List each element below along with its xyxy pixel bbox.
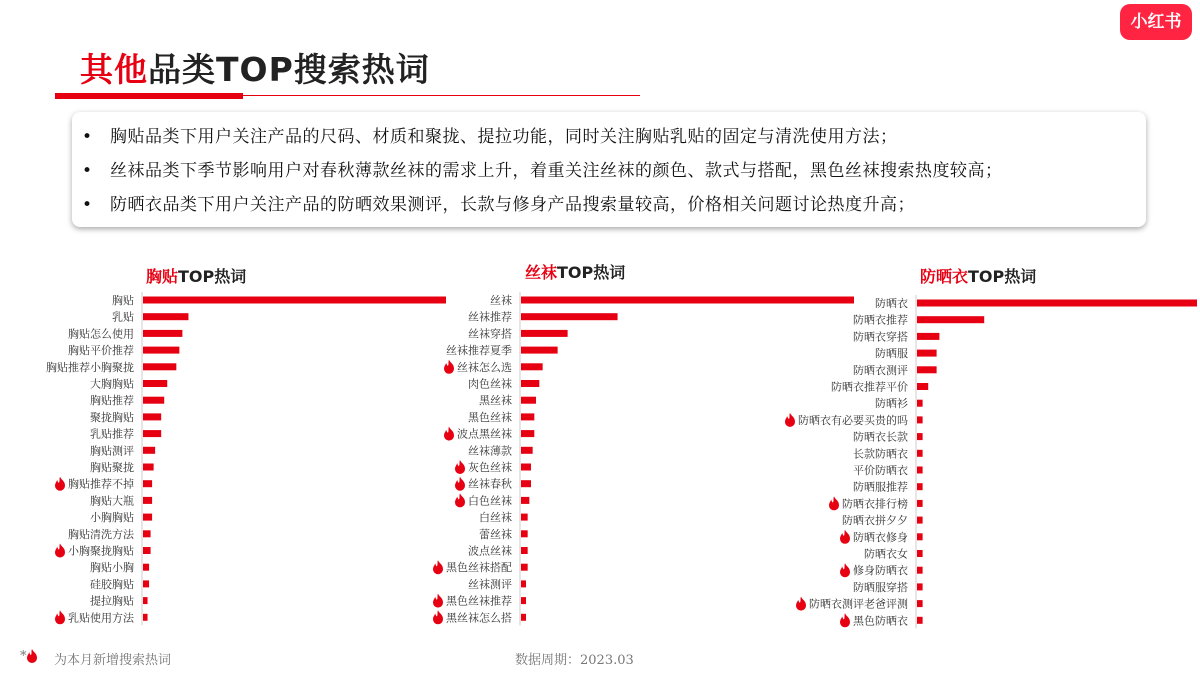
category-label: 防晒衣排行榜 (842, 497, 908, 511)
bar (143, 380, 167, 387)
title-rest: 品类TOP搜索热词 (148, 50, 430, 89)
bar (917, 383, 928, 390)
new-keyword-flame-icon (840, 563, 850, 577)
category-label: 防晒服 (875, 347, 908, 361)
bar (521, 447, 533, 454)
new-keyword-flame-icon (840, 613, 850, 627)
category-label: 胸贴推荐不掉 (68, 477, 134, 491)
chart-title-rest: TOP热词 (178, 267, 247, 286)
new-keyword-flame-icon (55, 610, 65, 624)
bar (521, 330, 568, 337)
category-label: 丝袜测评 (468, 577, 512, 591)
category-label: 小胸胸贴 (90, 511, 134, 525)
bar (917, 567, 923, 574)
summary-box (72, 112, 1146, 227)
bullet-mark: • (82, 195, 93, 215)
category-label: 胸贴平价推荐 (68, 344, 134, 358)
chart-title-rest: TOP热词 (968, 267, 1037, 286)
title-underline-accent (55, 93, 243, 99)
bar (521, 530, 528, 537)
bar (143, 397, 164, 404)
bar (521, 547, 528, 554)
category-label: 丝袜穿搭 (468, 327, 512, 341)
category-label: 黑色丝袜推荐 (446, 594, 512, 608)
summary-text: 丝袜品类下季节影响用户对春秋薄款丝袜的需求上升，着重关注丝袜的颜色、款式与搭配，黑色丝袜搜索热度较高； (110, 161, 1003, 181)
new-keyword-flame-icon (840, 530, 850, 544)
data-period: 数据周期：2023.03 (515, 653, 634, 668)
bar (917, 416, 923, 423)
category-label: 胸贴 (112, 294, 134, 307)
category-label: 提拉胸贴 (90, 594, 134, 608)
new-keyword-flame-icon (455, 477, 465, 491)
category-label: 胸贴聚拢 (90, 461, 134, 474)
category-label: 乳贴 (112, 310, 134, 324)
bar (521, 397, 536, 404)
new-keyword-flame-icon (796, 597, 806, 611)
bar (521, 497, 529, 504)
category-label: 修身防晒衣 (853, 564, 908, 578)
category-label: 波点黑丝袜 (457, 427, 512, 441)
bar (143, 547, 151, 554)
bar (917, 400, 923, 407)
chart-title-accent: 丝袜 (525, 263, 558, 282)
bar (143, 530, 151, 537)
category-label: 防晒衣女 (864, 547, 908, 561)
bar (521, 514, 528, 521)
bar (521, 430, 534, 437)
chart-title (525, 263, 625, 282)
summary-item (72, 154, 1146, 188)
xiaohongshu-logo: 小红书 (1120, 4, 1192, 40)
category-label: 防晒衣测评 (853, 363, 908, 377)
title-accent: 其他 (80, 50, 148, 89)
category-label: 防晒衣有必要买贵的吗 (798, 413, 908, 427)
bar (917, 517, 923, 524)
category-label: 丝袜怎么选 (457, 360, 512, 374)
category-label: 黑色丝袜搭配 (446, 561, 512, 575)
category-label: 防晒衣拼夕夕 (842, 514, 908, 528)
page-title (80, 44, 430, 91)
category-label: 防晒衣 (875, 297, 908, 310)
category-label: 胸贴推荐 (90, 394, 134, 408)
category-label: 大胸胸贴 (90, 377, 134, 391)
category-label: 丝袜 (490, 294, 512, 307)
bar (917, 450, 923, 457)
bar (521, 297, 854, 304)
category-label: 乳贴使用方法 (68, 611, 134, 625)
bar (143, 313, 188, 320)
chart-title-accent: 胸贴 (146, 267, 179, 286)
bar (917, 300, 1197, 307)
new-keyword-flame-icon (455, 460, 465, 474)
category-label: 胸贴推荐小胸聚拢 (46, 360, 134, 374)
category-label: 防晒服推荐 (853, 480, 908, 494)
bar (521, 347, 558, 354)
category-label: 胸贴清洗方法 (68, 527, 134, 541)
bar (143, 614, 148, 621)
category-label: 聚拢胸贴 (90, 410, 134, 424)
chart-title-accent: 防晒衣 (920, 267, 969, 286)
category-label: 长款防晒衣 (853, 447, 908, 461)
category-label: 乳贴推荐 (90, 427, 134, 441)
bar (521, 380, 539, 387)
new-keyword-flame-icon (829, 496, 839, 510)
bar (917, 617, 923, 624)
new-keyword-flame-icon (433, 594, 443, 608)
new-keyword-flame-icon (444, 360, 454, 374)
bar (143, 464, 154, 471)
category-label: 防晒衣修身 (853, 530, 908, 544)
category-label: 胸贴测评 (90, 444, 134, 458)
bar (917, 350, 937, 357)
bar (917, 467, 923, 474)
bar (143, 363, 176, 370)
chart-title-rest: TOP热词 (557, 263, 626, 282)
bar (917, 483, 923, 490)
bar (521, 597, 526, 604)
chart-title (920, 267, 1036, 286)
bar (143, 564, 149, 571)
bar (917, 600, 923, 607)
chart-title (146, 267, 246, 286)
bar (917, 316, 984, 323)
bar (521, 464, 531, 471)
category-label: 胸贴小胸 (90, 561, 134, 575)
bar (143, 297, 446, 304)
new-keyword-flame-icon (433, 610, 443, 624)
bar (521, 580, 526, 587)
category-label: 胸贴怎么使用 (68, 327, 134, 341)
category-label: 胸贴大瓶 (90, 494, 134, 508)
bar (143, 330, 182, 337)
category-label: 黑丝袜 (479, 394, 512, 408)
footnote-mark: * (20, 649, 27, 664)
category-label: 波点丝袜 (468, 544, 512, 558)
footnote-legend: 为本月新增搜索热词 (54, 653, 172, 668)
category-label: 丝袜推荐 (468, 310, 512, 324)
summary-item (72, 120, 1146, 154)
category-label: 防晒服穿搭 (853, 580, 908, 594)
category-label: 平价防晒衣 (853, 464, 908, 477)
category-label: 白丝袜 (479, 511, 512, 525)
category-label: 丝袜薄款 (468, 444, 512, 458)
bar (917, 550, 923, 557)
summary-text: 胸贴品类下用户关注产品的尺码、材质和聚拢、提拉功能，同时关注胸贴乳贴的固定与清洗使用方法； (110, 127, 898, 147)
bar (143, 480, 152, 487)
category-label: 防晒衣长款 (853, 430, 908, 444)
bar (521, 614, 526, 621)
bar (143, 497, 152, 504)
bar (917, 533, 923, 540)
category-label: 白色丝袜 (468, 494, 512, 508)
bar (143, 447, 155, 454)
bar (917, 433, 923, 440)
category-label: 黑丝袜怎么搭 (446, 611, 512, 625)
new-keyword-flame-icon (433, 560, 443, 574)
category-label: 黑色丝袜 (468, 410, 512, 424)
summary-text: 防晒衣品类下用户关注产品的防晒效果测评，长款与修身产品搜索量较高，价格相关问题讨论热度升高； (110, 195, 915, 215)
category-label: 防晒衣推荐 (853, 313, 908, 327)
category-label: 丝袜春秋 (468, 477, 512, 491)
category-label: 黑色防晒衣 (853, 614, 908, 628)
bar (521, 564, 528, 571)
bar (917, 583, 923, 590)
category-label: 防晒衫 (875, 397, 908, 411)
bar (143, 347, 179, 354)
category-label: 丝袜推荐夏季 (446, 344, 512, 358)
bar (521, 480, 531, 487)
category-label: 防晒衣测评老爸评测 (809, 597, 908, 611)
bar (521, 363, 543, 370)
keyword-charts (0, 250, 1200, 650)
bar (521, 313, 618, 320)
bar (521, 413, 534, 420)
category-label: 硅胶胸贴 (90, 577, 134, 591)
summary-item (72, 188, 1146, 222)
new-keyword-flame-icon (785, 413, 795, 427)
new-keyword-flame-icon (55, 477, 65, 491)
bar (143, 597, 148, 604)
category-label: 灰色丝袜 (468, 461, 512, 474)
new-keyword-flame-icon (444, 427, 454, 441)
bullet-mark: • (82, 161, 93, 181)
bullet-mark: • (82, 127, 93, 147)
category-label: 肉色丝袜 (468, 377, 512, 391)
new-keyword-flame-icon (55, 544, 65, 558)
category-label: 小胸聚拢胸贴 (68, 544, 134, 558)
category-label: 蕾丝袜 (479, 527, 512, 541)
bar (143, 514, 152, 521)
bar (143, 413, 161, 420)
bar (917, 500, 923, 507)
bar (143, 430, 161, 437)
category-label: 防晒衣推荐平价 (831, 380, 908, 394)
new-keyword-flame-icon (455, 493, 465, 507)
bar (917, 333, 939, 340)
category-label: 防晒衣穿搭 (853, 330, 908, 344)
bar (917, 366, 937, 373)
bar (143, 580, 149, 587)
